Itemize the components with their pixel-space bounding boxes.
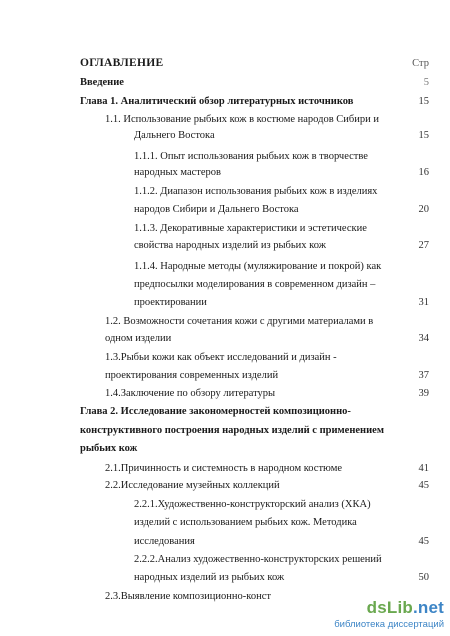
toc-entry-page: 34	[418, 333, 429, 344]
toc-entry-text: 2.2.1.Художественно-конструкторский анализ (ХКА)	[134, 499, 371, 510]
toc-entry-text: 1.1.1. Опыт использования рыбьих кож в творчестве	[134, 151, 368, 162]
toc-entry-text: 1.3.Рыбьи кожи как объект исследований и дизайн -	[105, 352, 337, 363]
toc-entry-page: 41	[418, 463, 429, 474]
toc-entry-page: 5	[423, 77, 429, 88]
toc-entry-page: 27	[418, 240, 429, 251]
toc-entry-page: 50	[418, 572, 429, 583]
toc-entry-text: Глава 2. Исследование закономерностей композиционно-	[80, 406, 351, 417]
toc-entry-text: 1.4.Заключение по обзору литературы	[105, 388, 276, 399]
toc-entry-text: рыбьих кож	[80, 443, 138, 454]
watermark-logo-tld: .net	[412, 598, 444, 617]
toc-entry-text: Глава 1. Аналитический обзор литературных источников	[80, 96, 354, 107]
toc-page-header: Стр	[412, 58, 429, 69]
toc-entry-text: 2.1.Причинность и системность в народном костюме	[105, 463, 343, 474]
toc-entry-page: 31	[418, 297, 429, 308]
toc-entry-text: Введение	[80, 77, 124, 88]
toc-entry-text: народных мастеров	[134, 167, 221, 178]
toc-entry-page: 15	[418, 130, 429, 141]
toc-entry-text: народов Сибири и Дальнего Востока	[134, 204, 299, 215]
toc-entry-text: изделий с использованием рыбьих кож. Методика	[134, 517, 357, 528]
watermark-logo-main: dsLib	[366, 598, 413, 617]
toc-entry-text: проектировании	[134, 297, 207, 308]
toc-entry-text: Дальнего Востока	[134, 130, 215, 141]
toc-entry-text: свойства народных изделий из рыбьих кож	[134, 240, 326, 251]
toc-entry-text: 1.1.2. Диапазон использования рыбьих кож в изделиях	[134, 186, 378, 197]
toc-entry-page: 20	[418, 204, 429, 215]
toc-entry-text: 2.2.2.Анализ художественно-конструкторских решений	[134, 554, 382, 565]
watermark-logo	[367, 598, 444, 618]
toc-entry-text: 1.1.3. Декоративные характеристики и эстетические	[134, 223, 367, 234]
toc-entry-text: 2.3.Выявление композиционно-конст	[105, 591, 271, 602]
toc-entry-text: 1.2. Возможности сочетания кожи с другими материалами в	[105, 316, 374, 327]
toc-entry-text: 2.2.Исследование музейных коллекций	[105, 480, 280, 491]
toc-entry-page: 37	[418, 370, 429, 381]
toc-entry-page: 16	[418, 167, 429, 178]
toc-entry-text: предпосылки моделирования в современном дизайн –	[134, 279, 376, 290]
toc-entry-page: 15	[418, 96, 429, 107]
dslib-watermark	[324, 598, 444, 632]
toc-entry-text: народных изделий из рыбьих кож	[134, 572, 285, 583]
toc-entry-page: 45	[418, 480, 429, 491]
toc-entry-page: 39	[418, 388, 429, 399]
toc-entry-page: 45	[418, 536, 429, 547]
toc-entry-text: исследования	[134, 536, 195, 547]
toc-entry-text: проектирования современных изделий	[105, 370, 279, 381]
watermark-subtitle: библиотека диссертаций	[334, 619, 444, 630]
toc-entry-text: конструктивного построения народных изделий с применением	[80, 425, 384, 436]
toc-title: ОГЛАВЛЕНИЕ	[80, 57, 164, 69]
toc-entry-text: 1.1. Использование рыбьих кож в костюме народов Сибири и	[105, 114, 379, 125]
toc-entry-text: одном изделии	[105, 333, 172, 344]
toc-entry-text: 1.1.4. Народные методы (муляжирование и покрой) как	[134, 261, 382, 272]
